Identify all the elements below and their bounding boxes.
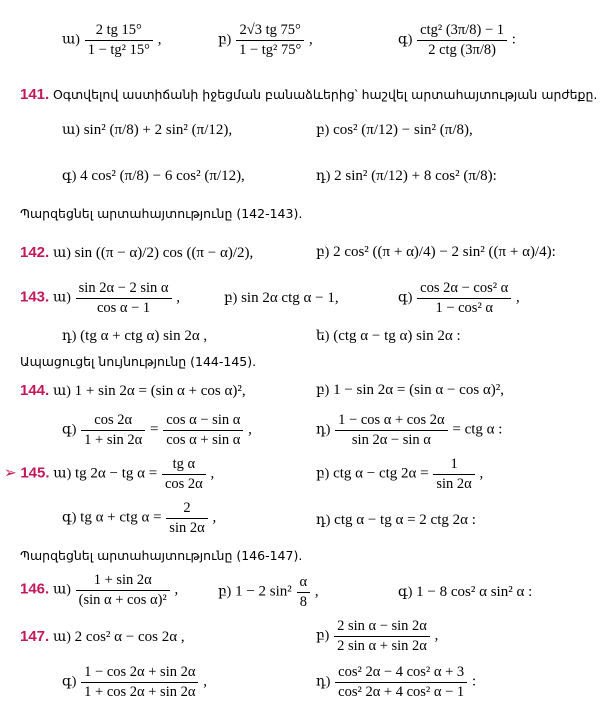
punctuation: , bbox=[516, 289, 520, 306]
item-label: բ) bbox=[316, 123, 330, 138]
denominator: 1 − tg² 15° bbox=[87, 41, 150, 58]
denominator: 1 − tg² 75° bbox=[239, 41, 302, 58]
item-label: գ) bbox=[62, 510, 77, 526]
fraction bbox=[76, 280, 172, 316]
problem-number: 141. bbox=[20, 86, 50, 103]
problem-number: 143. bbox=[20, 288, 50, 306]
punctuation: , bbox=[174, 581, 179, 598]
numerator: 1 bbox=[433, 456, 474, 475]
denominator: sin 2α bbox=[169, 519, 205, 536]
problem-number: 147. bbox=[20, 628, 50, 645]
item-label: ա) bbox=[52, 290, 71, 306]
problem-147-b bbox=[316, 618, 438, 654]
item-label: գ) bbox=[62, 674, 77, 690]
item-label: բ) bbox=[316, 383, 330, 398]
item-label: ա) bbox=[52, 582, 71, 598]
expression: (ctg α − tg α) sin 2α : bbox=[333, 328, 461, 344]
punctuation: , bbox=[314, 583, 319, 600]
fraction bbox=[335, 664, 467, 700]
problem-141-b bbox=[316, 122, 473, 139]
problem-143-c bbox=[398, 280, 520, 316]
denominator: 1 − cos² α bbox=[435, 299, 494, 316]
problem-141-c bbox=[62, 168, 245, 185]
expression: 2 cos² ((π + α)/4) − 2 sin² ((π + α)/4): bbox=[333, 244, 556, 260]
problem-143-d bbox=[62, 328, 207, 345]
fraction bbox=[76, 572, 170, 608]
item-label: ա) bbox=[62, 123, 80, 138]
denominator: sin 2α bbox=[436, 475, 472, 492]
expression: 1 − 8 cos² α sin² α : bbox=[416, 584, 533, 600]
expression: 1 + sin 2α = (sin α + cos α)², bbox=[74, 383, 246, 399]
left-hand-side: tg α + ctg α = bbox=[80, 509, 162, 526]
punctuation: : bbox=[471, 673, 477, 690]
problem-144-a bbox=[20, 382, 246, 400]
problem-144-b bbox=[316, 382, 504, 399]
numerator: cos² 2α − 4 cos² α + 3 bbox=[335, 664, 467, 683]
item-label: բ) bbox=[218, 32, 232, 48]
punctuation: , bbox=[479, 465, 484, 482]
denominator: cos² 2α + 4 cos² α − 1 bbox=[338, 683, 465, 700]
item-label: դ) bbox=[316, 674, 331, 690]
numerator: cos α − sin α bbox=[163, 412, 243, 431]
item-label: բ) bbox=[316, 466, 330, 482]
problem-147-c bbox=[62, 664, 207, 700]
problem-number: 145. bbox=[20, 464, 50, 482]
fraction bbox=[81, 664, 198, 700]
marker-arrow-icon: ➢ bbox=[4, 463, 17, 482]
punctuation: , bbox=[203, 673, 207, 690]
problem-143-b bbox=[224, 290, 339, 307]
problem-145-c bbox=[62, 500, 216, 536]
numerator: 2 bbox=[166, 500, 207, 519]
problem-140-b bbox=[218, 22, 313, 58]
section-heading: Ապացուցել նույնությունը (144-145). bbox=[20, 354, 257, 369]
denominator: cos α − 1 bbox=[96, 299, 151, 316]
fraction bbox=[81, 412, 145, 448]
item-label: դ) bbox=[62, 329, 77, 344]
numerator: tg α bbox=[162, 456, 206, 475]
item-label: ա) bbox=[53, 466, 72, 482]
problem-145-a bbox=[4, 456, 214, 492]
left-hand-side: 1 − 2 sin² bbox=[235, 583, 292, 600]
problem-text: Օգտվելով աստիճանի իջեցման բանաձևերից՝ հաշվել արտահայտության արժեքը. bbox=[52, 87, 598, 102]
item-label: դ) bbox=[316, 422, 331, 438]
left-hand-side: tg 2α − tg α = bbox=[74, 465, 158, 482]
problem-142-b bbox=[316, 244, 556, 261]
fraction bbox=[162, 456, 206, 492]
punctuation: , bbox=[157, 31, 162, 48]
expression: sin ((π − α)/2) cos ((π − α)/2), bbox=[74, 245, 254, 261]
item-label: ա) bbox=[52, 630, 71, 645]
problem-141-d bbox=[316, 168, 497, 185]
numerator: cos 2α − cos² α bbox=[417, 280, 511, 299]
numerator: cos 2α bbox=[81, 412, 145, 431]
denominator: sin 2α − sin α bbox=[351, 431, 431, 448]
denominator: (sin α + cos α)² bbox=[78, 591, 167, 608]
denominator: cos α + sin α bbox=[166, 431, 241, 448]
expression: (tg α + ctg α) sin 2α , bbox=[80, 328, 208, 344]
expression: 2 sin² (π/12) + 8 cos² (π/8): bbox=[334, 168, 497, 184]
item-label: բ) bbox=[316, 628, 330, 644]
problem-147-a bbox=[20, 628, 185, 646]
item-label: ե) bbox=[316, 329, 330, 344]
problem-146-a bbox=[20, 572, 178, 608]
problem-145-d bbox=[316, 512, 476, 529]
item-label: գ) bbox=[398, 290, 413, 306]
problem-145-b bbox=[316, 456, 483, 492]
problem-146-c bbox=[398, 584, 532, 601]
denominator: 2 sin α + sin 2α bbox=[337, 637, 427, 654]
item-label: գ) bbox=[398, 585, 413, 600]
fraction bbox=[166, 500, 207, 536]
expression: cos² (π/12) − sin² (π/8), bbox=[333, 122, 473, 138]
denominator: 2 ctg (3π/8) bbox=[428, 41, 496, 58]
numerator: 1 − cos α + cos 2α bbox=[335, 412, 447, 431]
numerator: ctg² (3π/8) − 1 bbox=[417, 22, 507, 41]
item-label: ա) bbox=[52, 384, 71, 399]
problem-144-c bbox=[62, 412, 252, 448]
problem-140-c bbox=[398, 22, 516, 58]
fraction bbox=[433, 456, 474, 492]
fraction bbox=[297, 574, 311, 610]
fraction bbox=[85, 22, 153, 58]
problem-142-a bbox=[20, 244, 253, 262]
right-hand-side: = ctg α : bbox=[452, 421, 503, 438]
expression: 2 cos² α − cos 2α , bbox=[74, 629, 185, 645]
item-label: դ) bbox=[316, 513, 331, 528]
item-label: ա) bbox=[52, 246, 71, 261]
problem-141-a bbox=[62, 122, 232, 139]
item-label: գ) bbox=[62, 169, 77, 184]
problem-number: 142. bbox=[20, 244, 50, 261]
section-heading: Պարզեցնել արտահայտությունը (142-143). bbox=[20, 206, 303, 221]
fraction bbox=[335, 412, 447, 448]
fraction bbox=[163, 412, 243, 448]
denominator: 1 + sin 2α bbox=[84, 431, 143, 448]
item-label: բ) bbox=[218, 584, 232, 600]
fraction bbox=[334, 618, 430, 654]
problem-147-d bbox=[316, 664, 476, 700]
fraction bbox=[417, 280, 511, 316]
item-label: բ) bbox=[316, 245, 330, 260]
punctuation: , bbox=[309, 31, 313, 48]
punctuation: , bbox=[248, 421, 252, 438]
punctuation: , bbox=[210, 465, 215, 482]
problem-141-statement bbox=[20, 86, 597, 104]
punctuation: , bbox=[212, 509, 217, 526]
numerator: 1 + sin 2α bbox=[76, 572, 170, 591]
punctuation: , bbox=[176, 289, 180, 306]
item-label: բ) bbox=[224, 291, 238, 306]
punctuation: , bbox=[434, 627, 439, 644]
fraction bbox=[417, 22, 507, 58]
denominator: cos 2α bbox=[164, 475, 203, 492]
denominator: 1 + cos 2α + sin 2α bbox=[84, 683, 196, 700]
problem-number: 144. bbox=[20, 382, 50, 399]
equals-sign: = bbox=[149, 421, 159, 438]
problem-146-b bbox=[218, 574, 319, 610]
problem-143-a bbox=[20, 280, 180, 316]
problem-number: 146. bbox=[20, 580, 50, 598]
item-label: գ) bbox=[62, 422, 77, 438]
item-label: գ) bbox=[398, 32, 413, 48]
numerator: sin 2α − 2 sin α bbox=[76, 280, 172, 299]
fraction bbox=[236, 22, 304, 58]
numerator: 2 sin α − sin 2α bbox=[334, 618, 430, 637]
numerator: α bbox=[297, 574, 311, 593]
problem-144-d bbox=[316, 412, 502, 448]
expression: ctg α − tg α = 2 ctg 2α : bbox=[334, 512, 476, 528]
numerator: 1 − cos 2α + sin 2α bbox=[81, 664, 198, 683]
section-heading: Պարզեցնել արտահայտությունը (146-147). bbox=[20, 548, 303, 563]
problem-140-a bbox=[62, 22, 161, 58]
problem-143-e bbox=[316, 328, 461, 345]
expression: 1 − sin 2α = (sin α − cos α)², bbox=[333, 382, 505, 398]
left-hand-side: ctg α − ctg 2α = bbox=[333, 465, 429, 482]
expression: 4 cos² (π/8) − 6 cos² (π/12), bbox=[80, 168, 245, 184]
expression: sin² (π/8) + 2 sin² (π/12), bbox=[83, 122, 233, 138]
item-label: ա) bbox=[62, 32, 80, 48]
numerator: 2√3 tg 75° bbox=[236, 22, 304, 41]
denominator: 8 bbox=[299, 593, 307, 610]
punctuation: : bbox=[511, 31, 516, 48]
item-label: դ) bbox=[316, 169, 331, 184]
expression: sin 2α ctg α − 1, bbox=[241, 290, 339, 306]
numerator: 2 tg 15° bbox=[85, 22, 153, 41]
